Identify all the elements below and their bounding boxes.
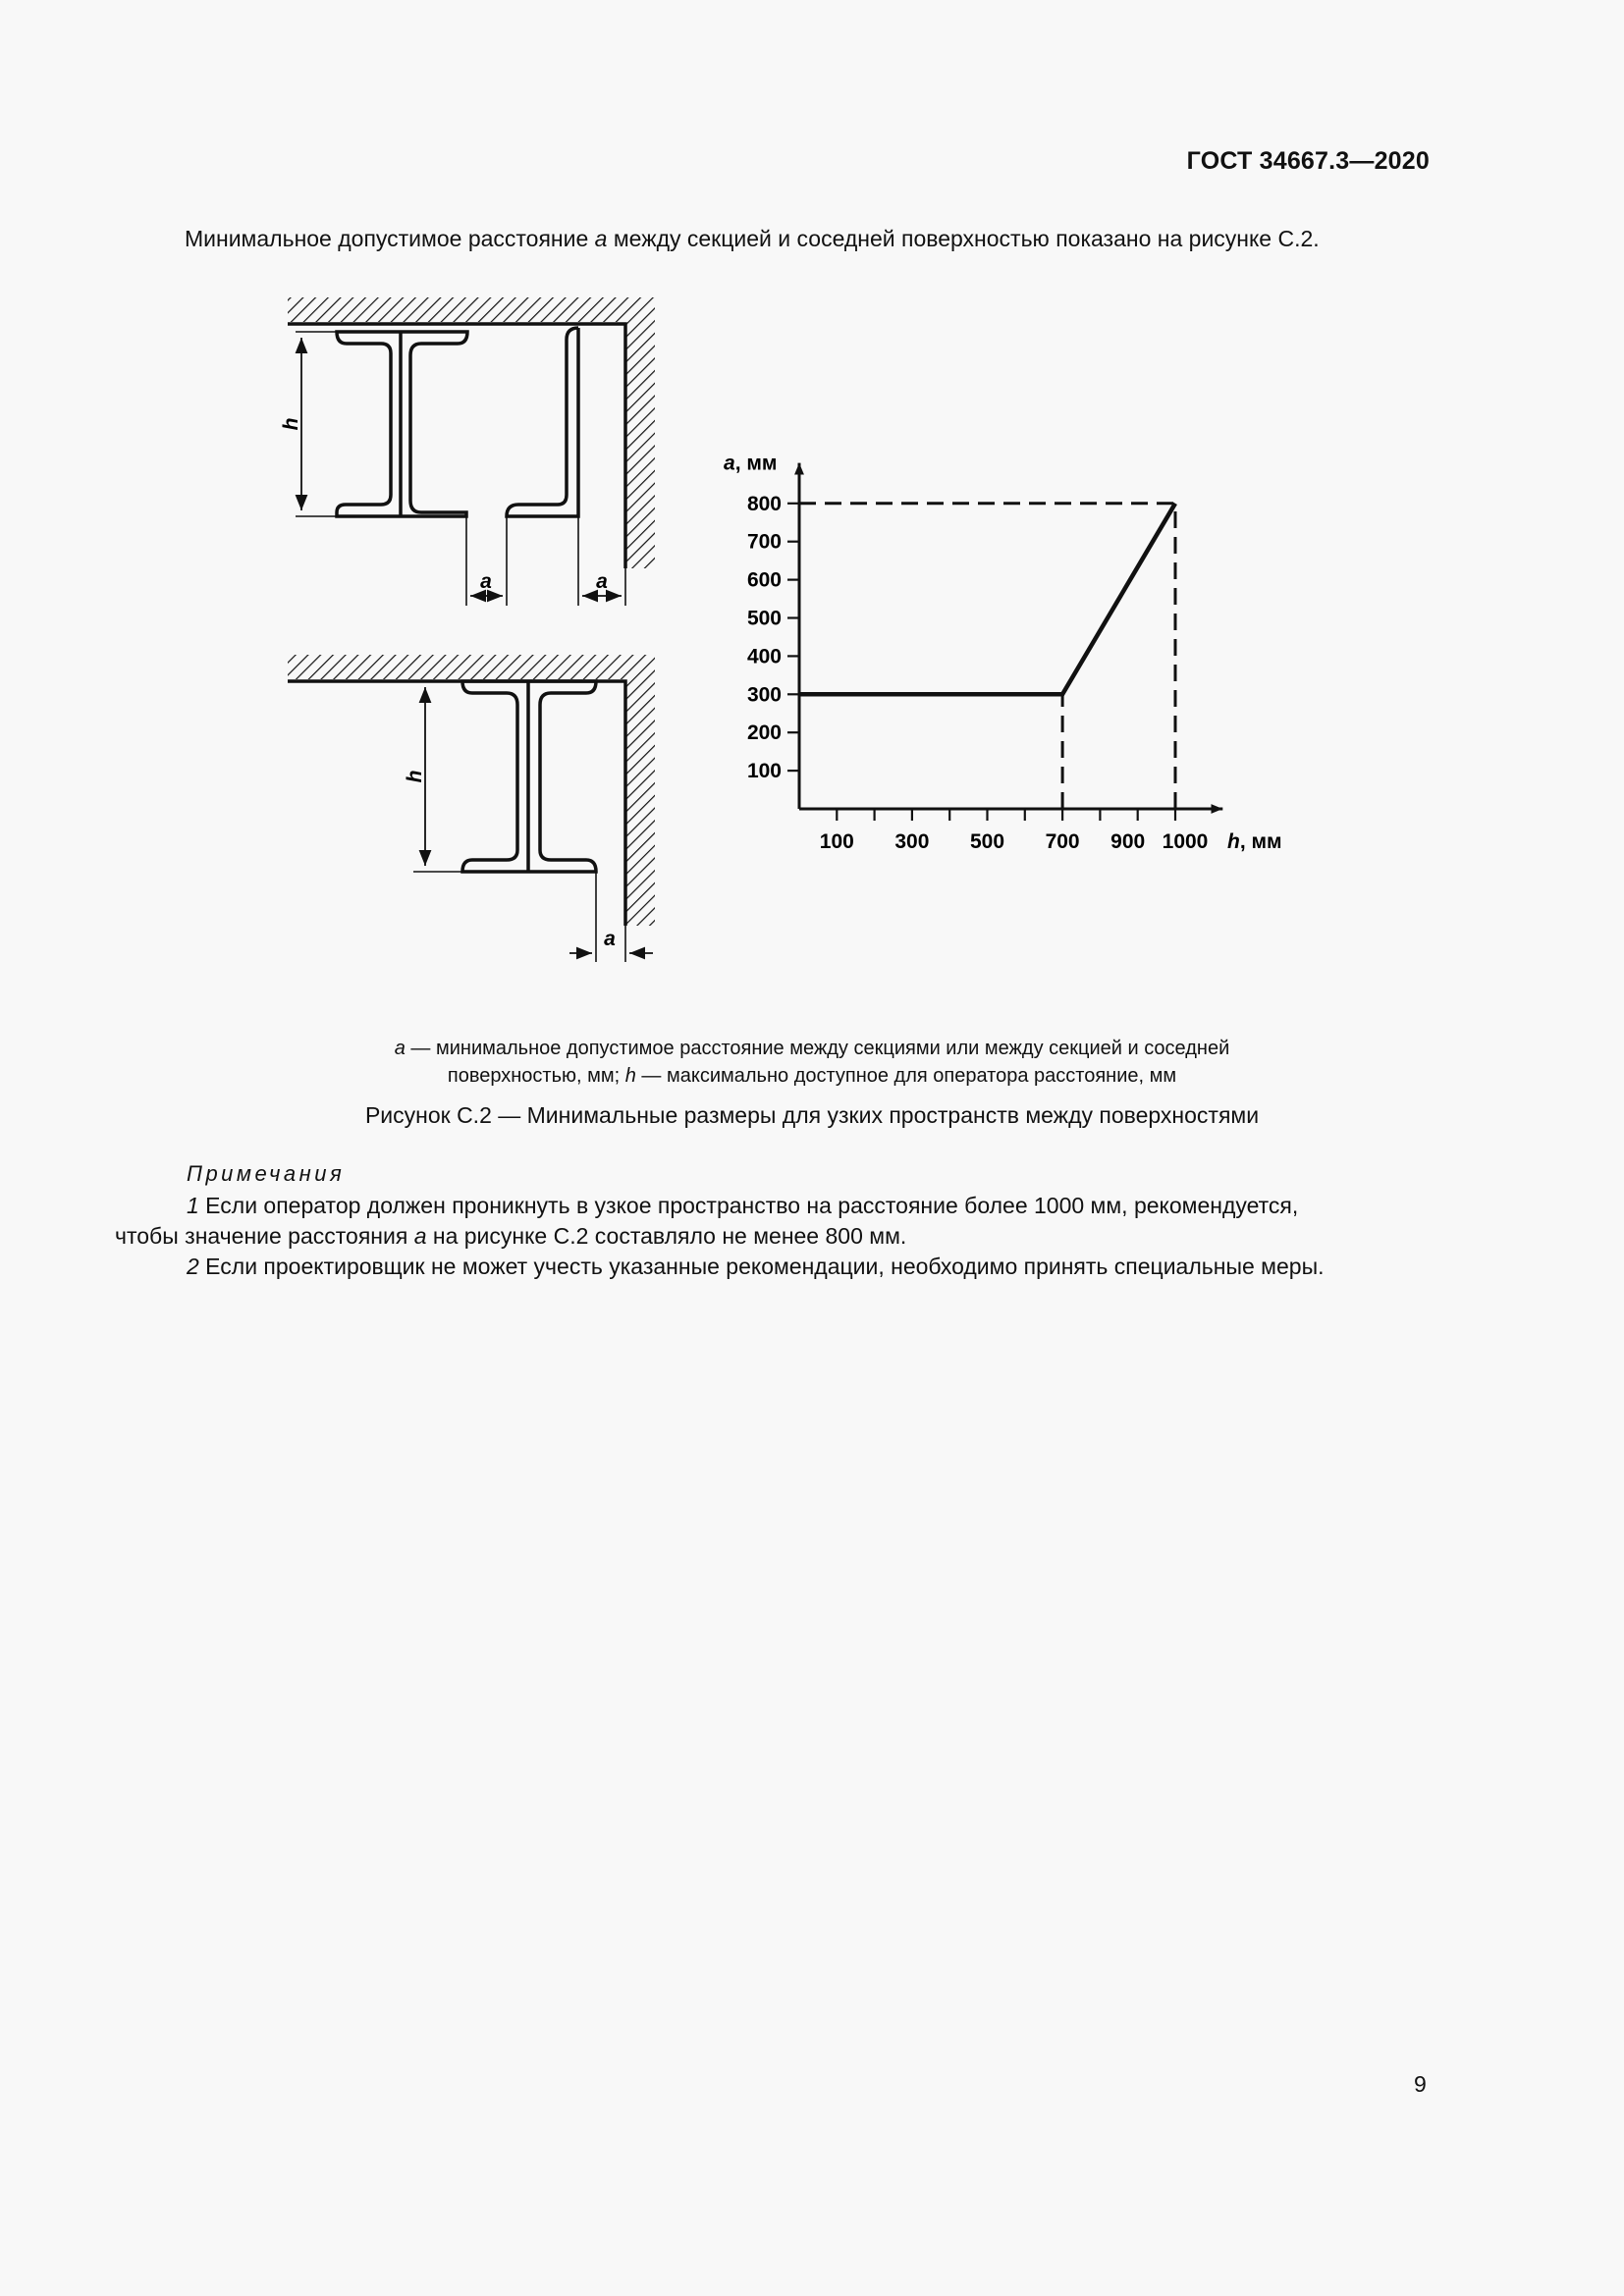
x-tick-label: 500 (969, 830, 1005, 853)
standard-header: ГОСТ 34667.3—2020 (1186, 147, 1430, 175)
y-tick-label: 400 (746, 645, 782, 668)
distance-chart (0, 0, 1624, 1080)
y-tick-label: 100 (746, 760, 782, 783)
y-tick-label: 800 (746, 492, 782, 515)
x-axis-label: h, мм (1227, 830, 1282, 853)
y-tick-label: 300 (746, 683, 782, 707)
y-tick-label: 600 (746, 568, 782, 592)
h-label-bottom: h (404, 770, 426, 783)
x-tick-label: 900 (1110, 830, 1146, 853)
notes-title: Примечания (187, 1161, 346, 1186)
x-tick-label: 700 (1045, 830, 1080, 853)
note-2: 2 Если проектировщик не может учесть указанные рекомендации, необходимо принять специальные меры. (187, 1254, 1325, 1279)
y-tick-label: 500 (746, 607, 782, 630)
page-number: 9 (1414, 2071, 1427, 2097)
series-line (799, 504, 1175, 695)
a-label-bottom: a (604, 928, 616, 950)
a-label-top-1: a (480, 570, 492, 593)
y-axis-label: a, мм (724, 452, 778, 475)
x-tick-label: 300 (894, 830, 930, 853)
intro-paragraph: Минимальное допустимое расстояние a между секцией и соседней поверхностью показано на рисунке С.2. (185, 226, 1320, 251)
x-tick-label: 100 (819, 830, 854, 853)
figure-legend: a — минимальное допустимое расстояние между секциями или между секцией и соседней поверхностью, мм; h — максимально доступное для оператора расстояние, мм (394, 1038, 1230, 1087)
figure-caption: Рисунок С.2 — Минимальные размеры для узких пространств между поверхностями (364, 1102, 1260, 1128)
y-tick-label: 700 (746, 530, 782, 554)
h-label-top: h (280, 417, 302, 431)
note-1: 1 Если оператор должен проникнуть в узкое пространство на расстояние более 1000 мм, рекомендуется, чтобы значение расстояния a на рисунке С.2 составляло не менее 800 мм. (115, 1193, 1299, 1249)
y-tick-label: 200 (746, 721, 782, 745)
x-tick-label: 1000 (1162, 830, 1209, 853)
a-label-top-2: a (596, 570, 608, 593)
